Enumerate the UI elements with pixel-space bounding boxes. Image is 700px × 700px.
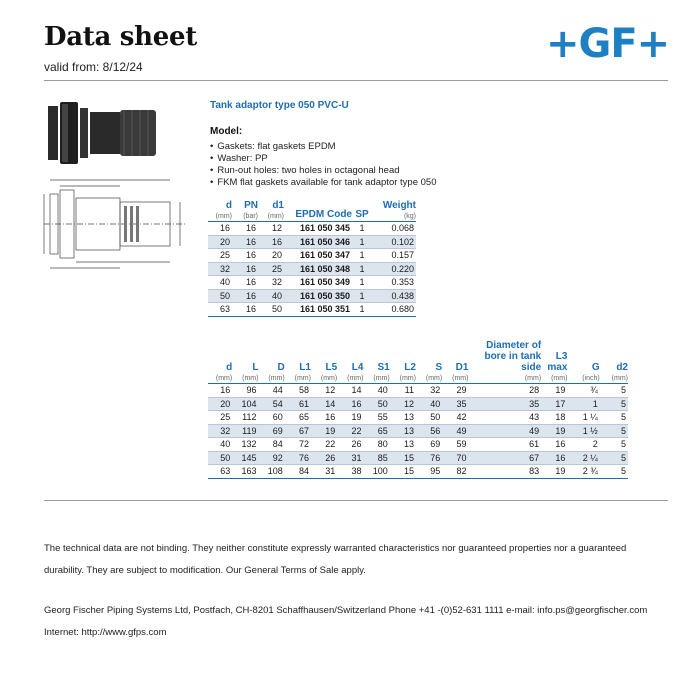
- table-cell: 11: [390, 384, 416, 398]
- column-header-label: d1: [272, 200, 284, 211]
- table-cell: 5: [600, 451, 628, 465]
- table-cell: 59: [442, 438, 468, 452]
- top-divider: [44, 80, 668, 81]
- table-cell: 15: [390, 451, 416, 465]
- bottom-divider: [44, 500, 668, 501]
- table-cell: 112: [232, 411, 258, 425]
- table-cell: 96: [232, 384, 258, 398]
- table-cell: 26: [337, 438, 363, 452]
- table-cell: 16: [232, 249, 258, 263]
- table-cell: 50: [208, 451, 232, 465]
- table-cell: 19: [541, 465, 567, 479]
- column-header-label: L: [252, 362, 259, 373]
- table-cell: 55: [363, 411, 389, 425]
- table-cell: 1 ½: [567, 424, 599, 438]
- table-cell: 5: [600, 397, 628, 411]
- table-cell: 18: [541, 411, 567, 425]
- table-row: [208, 303, 416, 317]
- table-row: [208, 222, 416, 236]
- table-cell: 56: [416, 424, 442, 438]
- column-unit: (mm): [524, 375, 542, 382]
- table-cell: 2: [567, 438, 599, 452]
- column-unit: (mm): [611, 375, 628, 382]
- model-item: • Washer: PP: [210, 153, 436, 165]
- table-cell: 1: [352, 289, 372, 303]
- table-cell: ¾: [567, 384, 599, 398]
- column-unit: (mm): [268, 375, 285, 382]
- column-unit: (mm): [399, 375, 416, 382]
- table-cell: 0.353: [372, 276, 416, 290]
- table-cell: 25: [258, 262, 284, 276]
- model-item: • FKM flat gaskets available for tank adaptor type 050: [210, 177, 436, 189]
- disclaimer-text: The technical data are not binding. They neither constitute expressly warranted characteristics nor guaranteed properties nor a guaranteed durability. They are subject to modification. Our General Terms of Sale apply.: [44, 543, 627, 576]
- column-header-label: SP: [355, 209, 369, 220]
- table-cell: 5: [600, 438, 628, 452]
- column-header-label: S1: [377, 362, 390, 373]
- table-cell: 5: [600, 465, 628, 479]
- column-header: [232, 200, 258, 222]
- column-header: [284, 200, 352, 222]
- column-header-label: d: [225, 200, 232, 211]
- table-cell: 119: [232, 424, 258, 438]
- table-cell: 32: [208, 262, 232, 276]
- table-cell: 70: [442, 451, 468, 465]
- model-item: • Run-out holes: two holes in octagonal head: [210, 165, 436, 177]
- model-label: Model:: [210, 126, 243, 137]
- table-cell: 26: [311, 451, 337, 465]
- column-unit: (mm): [294, 375, 311, 382]
- table-cell: 16: [208, 384, 232, 398]
- table-row: [208, 262, 416, 276]
- table-cell: 31: [311, 465, 337, 479]
- table-cell: 145: [232, 451, 258, 465]
- column-unit: (mm): [242, 375, 259, 382]
- gf-logo: +GF+: [546, 21, 670, 67]
- table-cell: 80: [363, 438, 389, 452]
- column-unit: (mm): [347, 375, 364, 382]
- table-cell: 43: [468, 411, 541, 425]
- table-cell: 31: [337, 451, 363, 465]
- table-cell: 40: [363, 384, 389, 398]
- column-header: [311, 340, 337, 384]
- table-cell: 1: [352, 249, 372, 263]
- column-header: [600, 340, 628, 384]
- column-header: [372, 200, 416, 222]
- table-cell: 16: [232, 222, 258, 236]
- table-cell: 16: [232, 276, 258, 290]
- table-cell: 28: [468, 384, 541, 398]
- table-cell: 61: [468, 438, 541, 452]
- column-unit: (mm): [373, 375, 390, 382]
- table-cell: 14: [311, 397, 337, 411]
- table-cell: 16: [208, 222, 232, 236]
- table-cell: 38: [337, 465, 363, 479]
- column-header: [442, 340, 468, 384]
- table-cell: 132: [232, 438, 258, 452]
- table-cell: 1: [352, 222, 372, 236]
- table-cell: 40: [258, 289, 284, 303]
- table-cell: 100: [363, 465, 389, 479]
- column-unit: (mm): [551, 375, 568, 382]
- table-cell: 16: [258, 235, 284, 249]
- table-cell: 16: [337, 397, 363, 411]
- table-cell: 1: [352, 235, 372, 249]
- column-unit: (mm): [215, 213, 232, 220]
- table-cell: 40: [208, 438, 232, 452]
- product-title: Tank adaptor type 050 PVC-U: [210, 100, 349, 111]
- table-cell: 40: [416, 397, 442, 411]
- table-cell: 35: [468, 397, 541, 411]
- table-cell: 13: [390, 438, 416, 452]
- table-cell: 0.220: [372, 262, 416, 276]
- table-row: [208, 384, 628, 398]
- column-header-label: L5: [325, 362, 338, 373]
- model-item: • Gaskets: flat gaskets EPDM: [210, 141, 436, 153]
- table-cell: 16: [232, 235, 258, 249]
- column-unit: (mm): [320, 375, 338, 382]
- column-header-label: Weight: [382, 200, 416, 211]
- table-cell: 17: [541, 397, 567, 411]
- column-header: [541, 340, 567, 384]
- table-row: [208, 235, 416, 249]
- table-cell: 50: [363, 397, 389, 411]
- table-cell: 19: [311, 424, 337, 438]
- table-cell: 16: [541, 438, 567, 452]
- column-header-label: d: [226, 362, 233, 373]
- product-photo: [40, 98, 160, 168]
- column-header: [208, 340, 232, 384]
- table-cell: 32: [258, 276, 284, 290]
- table-cell: 69: [258, 424, 284, 438]
- column-unit: (mm): [215, 375, 233, 382]
- table-cell: 13: [390, 424, 416, 438]
- column-header: [285, 340, 311, 384]
- table-cell: 1 ¼: [567, 411, 599, 425]
- table-cell: 50: [416, 411, 442, 425]
- table-cell: 1: [352, 303, 372, 317]
- column-unit: (mm): [452, 375, 469, 382]
- table-cell: 5: [600, 411, 628, 425]
- table-cell: 19: [541, 424, 567, 438]
- table-cell: 25: [208, 249, 232, 263]
- table-row: [208, 424, 628, 438]
- table-cell: 2 ¼: [567, 451, 599, 465]
- table-cell: 32: [208, 424, 232, 438]
- table-cell: 76: [285, 451, 311, 465]
- table-cell: 22: [311, 438, 337, 452]
- table-cell: 22: [337, 424, 363, 438]
- table-cell: 29: [442, 384, 468, 398]
- table-cell: 0.157: [372, 249, 416, 263]
- table-cell: 67: [285, 424, 311, 438]
- table-cell: 5: [600, 424, 628, 438]
- table-cell: 58: [285, 384, 311, 398]
- column-unit: (inch): [582, 375, 600, 382]
- table-cell: 161 050 351: [284, 303, 352, 317]
- table-cell: 161 050 348: [284, 262, 352, 276]
- table-cell: 54: [258, 397, 284, 411]
- table-cell: 19: [337, 411, 363, 425]
- table-cell: 60: [258, 411, 284, 425]
- table-cell: 161 050 347: [284, 249, 352, 263]
- table-cell: 83: [468, 465, 541, 479]
- table-cell: 0.068: [372, 222, 416, 236]
- table-cell: 20: [208, 397, 232, 411]
- table-cell: 72: [285, 438, 311, 452]
- table-cell: 25: [208, 411, 232, 425]
- table-cell: 95: [416, 465, 442, 479]
- table-cell: 49: [468, 424, 541, 438]
- table-cell: 84: [258, 438, 284, 452]
- table-row: [208, 451, 628, 465]
- column-header-label: S: [435, 362, 443, 373]
- table-cell: 67: [468, 451, 541, 465]
- table-cell: 1: [352, 262, 372, 276]
- table-cell: 40: [208, 276, 232, 290]
- table-cell: 50: [258, 303, 284, 317]
- dimensions-table: [208, 340, 628, 479]
- table-cell: 42: [442, 411, 468, 425]
- column-header: [363, 340, 389, 384]
- table-cell: 0.102: [372, 235, 416, 249]
- table-cell: 16: [232, 289, 258, 303]
- table-cell: 12: [311, 384, 337, 398]
- column-unit: (bar): [243, 213, 258, 220]
- table-cell: 12: [258, 222, 284, 236]
- column-header-label: L1: [299, 362, 311, 373]
- table-row: [208, 397, 628, 411]
- table-cell: 61: [285, 397, 311, 411]
- column-unit: (mm): [425, 375, 443, 382]
- technical-drawing: [40, 172, 190, 276]
- table-cell: 108: [258, 465, 284, 479]
- table-cell: 20: [208, 235, 232, 249]
- column-header: [208, 200, 232, 222]
- table-cell: 35: [442, 397, 468, 411]
- column-header-label: PN: [244, 200, 258, 211]
- table-row: [208, 289, 416, 303]
- column-header-label: L4: [351, 362, 364, 373]
- column-header-label: D: [277, 362, 285, 373]
- table-cell: 63: [208, 465, 232, 479]
- table-row: [208, 411, 628, 425]
- table-cell: 16: [232, 262, 258, 276]
- article-table: [208, 200, 416, 317]
- column-header: [567, 340, 599, 384]
- table-cell: 44: [258, 384, 284, 398]
- table-cell: 49: [442, 424, 468, 438]
- page-title: Data sheet: [44, 22, 197, 52]
- column-unit: (kg): [403, 213, 416, 220]
- column-header-label: EPDM Code: [295, 209, 352, 220]
- table-cell: 65: [363, 424, 389, 438]
- table-cell: 5: [600, 384, 628, 398]
- table-cell: 1: [352, 276, 372, 290]
- table-cell: 13: [390, 411, 416, 425]
- valid-from-date: valid from: 8/12/24: [44, 60, 143, 74]
- table-cell: 1: [567, 397, 599, 411]
- column-header: [468, 340, 541, 384]
- table-cell: 14: [337, 384, 363, 398]
- table-row: [208, 276, 416, 290]
- table-cell: 15: [390, 465, 416, 479]
- column-header-label: L2: [404, 362, 416, 373]
- table-cell: 161 050 346: [284, 235, 352, 249]
- table-cell: 163: [232, 465, 258, 479]
- table-cell: 50: [208, 289, 232, 303]
- table-cell: 0.438: [372, 289, 416, 303]
- table-row: [208, 438, 628, 452]
- table-cell: 16: [311, 411, 337, 425]
- column-header-label: G: [591, 362, 600, 373]
- table-cell: 161 050 349: [284, 276, 352, 290]
- column-header: [416, 340, 442, 384]
- table-cell: 82: [442, 465, 468, 479]
- table-cell: 104: [232, 397, 258, 411]
- table-cell: 20: [258, 249, 284, 263]
- column-header-label: L3 max: [547, 351, 568, 373]
- table-cell: 32: [416, 384, 442, 398]
- table-cell: 76: [416, 451, 442, 465]
- column-header: [352, 200, 372, 222]
- table-cell: 16: [541, 451, 567, 465]
- column-header: [390, 340, 416, 384]
- table-cell: 65: [285, 411, 311, 425]
- table-cell: 92: [258, 451, 284, 465]
- table-row: [208, 465, 628, 479]
- table-cell: 69: [416, 438, 442, 452]
- column-unit: (mm): [267, 213, 284, 220]
- column-header-label: d2: [616, 362, 628, 373]
- column-header: [232, 340, 258, 384]
- column-header: [337, 340, 363, 384]
- table-cell: 2 ¾: [567, 465, 599, 479]
- model-list: [210, 141, 436, 189]
- table-row: [208, 249, 416, 263]
- table-cell: 12: [390, 397, 416, 411]
- company-address: Georg Fischer Piping Systems Ltd, Postfach, CH-8201 Schaffhausen/Switzerland Phone +41 -(0)52-631 1111 e-mail: info.ps@georgfischer.com Internet: http://www.gfps.com: [44, 605, 648, 638]
- table-cell: 84: [285, 465, 311, 479]
- table-cell: 85: [363, 451, 389, 465]
- table-cell: 16: [232, 303, 258, 317]
- column-header-label: Diameter of bore in tank side: [484, 340, 542, 373]
- table-cell: 63: [208, 303, 232, 317]
- table-cell: 19: [541, 384, 567, 398]
- column-header-label: D1: [455, 362, 469, 373]
- table-cell: 0.680: [372, 303, 416, 317]
- column-header: [258, 200, 284, 222]
- column-header: [258, 340, 284, 384]
- table-cell: 161 050 350: [284, 289, 352, 303]
- table-cell: 161 050 345: [284, 222, 352, 236]
